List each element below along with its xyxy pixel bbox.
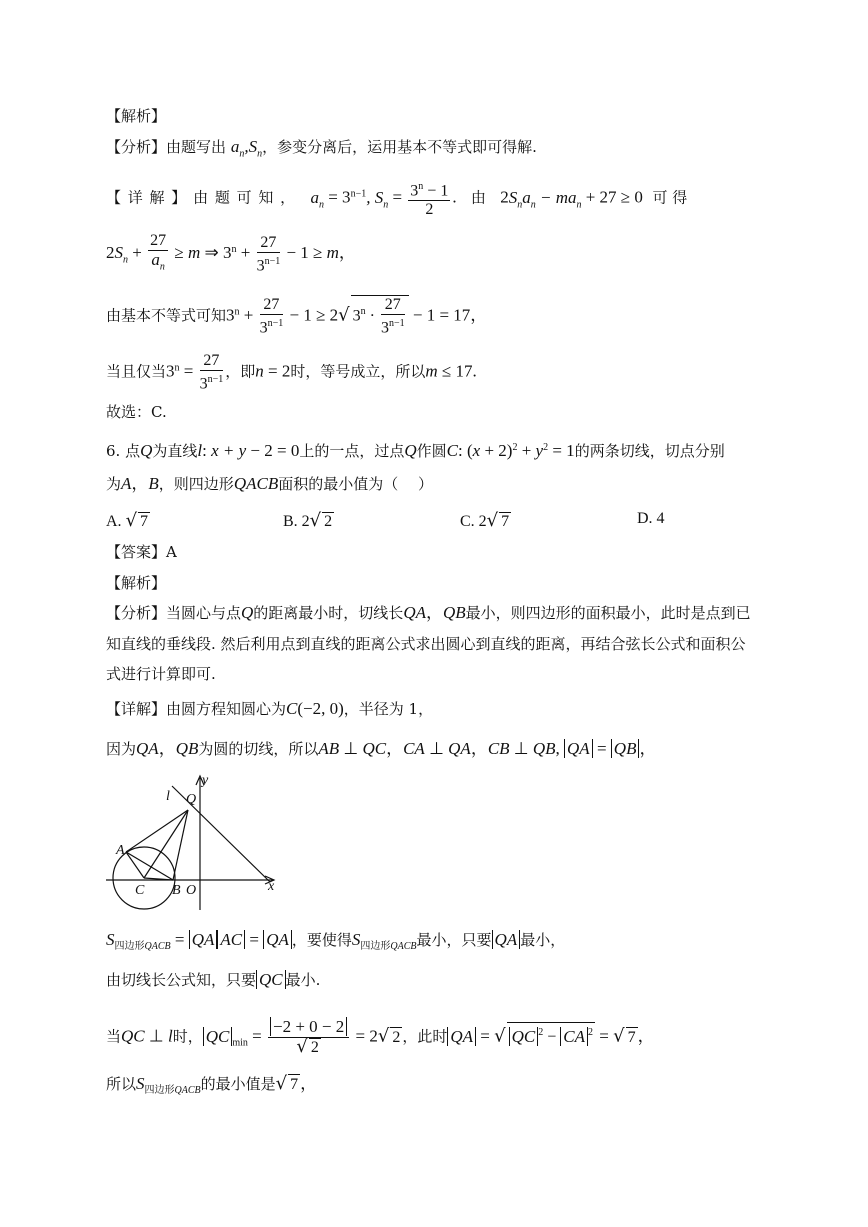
tangent-length-line: 由切线长公式知，只要 QC 最小. [106,970,321,989]
label-x: x [268,879,275,894]
detail-2-line-1: 【详解】由圆方程知圆心为C(−2, 0)，半径为 1， [106,699,434,718]
label-a: A [116,843,125,858]
choice-line: 故选：C. [106,403,167,421]
label-l: l [166,789,170,804]
question-6-line-1: 6. 点Q为直线l: x + y − 2 = 0上的一点，过点Q作圆C: $(x + 2)^2 + y^2 = 1$的两条切线，切点分别 [106,441,725,460]
label-o: O [186,883,197,898]
section-tag-analysis-2: 【解析】 [106,574,167,592]
label-y: y [202,773,209,788]
geometry-figure [100,770,290,918]
detail-line-1: 【 详 解 】 由 题 可 知 ， $a_n = 3^{n-1}$, $S_n$ = $\frac{3^n - 1}{2}$ . 由 $2S_na_n - ma_n + 27 \ge 0$ 可 得 [106,178,687,219]
option-c[interactable]: C. 2√ 7 [460,510,510,531]
equality-condition-line: 当且仅当$3^n$ = $\frac{27}{3^{n-1}}$ ，即n = 2时，等号成立，所以m ≤ 17. [106,352,477,393]
perpendicular-line: 当QC ⊥ l时， QC $_{min}$ = $\frac{-2 + 0 - 2}{√ 2}$ = 2√ 2 ，此时 QA = √ QC $^2$ − CA $^2$ = √ 7 ， [106,1017,655,1057]
option-b[interactable]: B. 2√ 2 [283,510,333,531]
analysis-2-line-2: 知直线的垂线段. 然后利用点到直线的距离公式求出圆心到直线的距离，再结合弦长公式和面积公 [106,635,746,653]
analysis-line-1: 【分析】由题写出 $a_n,S_n$，参变分离后，运用基本不等式即可得解. [106,137,537,160]
option-a[interactable]: A. √ 7 [106,510,149,531]
segment-qc [144,810,188,878]
segment-ca [126,852,144,878]
final-line: 所以$S_{四边形QACB}$的最小值是√ 7 ， [106,1073,318,1096]
label-q: Q [186,792,197,807]
answer-line: 【答案】A [106,543,177,561]
analysis-2-line-3: 式进行计算即可. [106,665,216,683]
analysis-2-line-1: 【分析】当圆心与点Q的距离最小时，切线长QA，QB最小，则四边形的面积最小，此时是点到已 [106,603,751,622]
tangent-qa [126,810,188,852]
area-line: $S_{四边形QACB}$ = QA AC = QA ，要使得$S_{四边形QACB}$最小，只要 QA 最小， [106,930,566,952]
inequality-line: 由基本不等式可知$3^n$ + $\frac{27}{3^{n-1}}$ − 1 ≥ 2√ $3^n$ · $\frac{27}{3^{n-1}}$ − 1 = 17， [106,295,488,337]
label-b: B [172,883,181,898]
label-c: C [135,883,145,898]
tangent-line: 因为QA，QB为圆的切线，所以AB ⊥ QC，CA ⊥ QA，CB ⊥ QB, QA = QB ， [106,739,657,758]
section-tag-analysis: 【解析】 [106,107,167,125]
option-d[interactable]: D. 4 [637,510,665,527]
question-6-line-2: 为A，B，则四边形QACB面积的最小值为（ ） [106,474,433,493]
derivation-line-1: $2S_n$ + $\frac{27}{a_n}$ ≥ m ⇒ $3^n$ + $\frac{27}{3^{n-1}}$ − 1 ≥ m， [106,232,356,274]
